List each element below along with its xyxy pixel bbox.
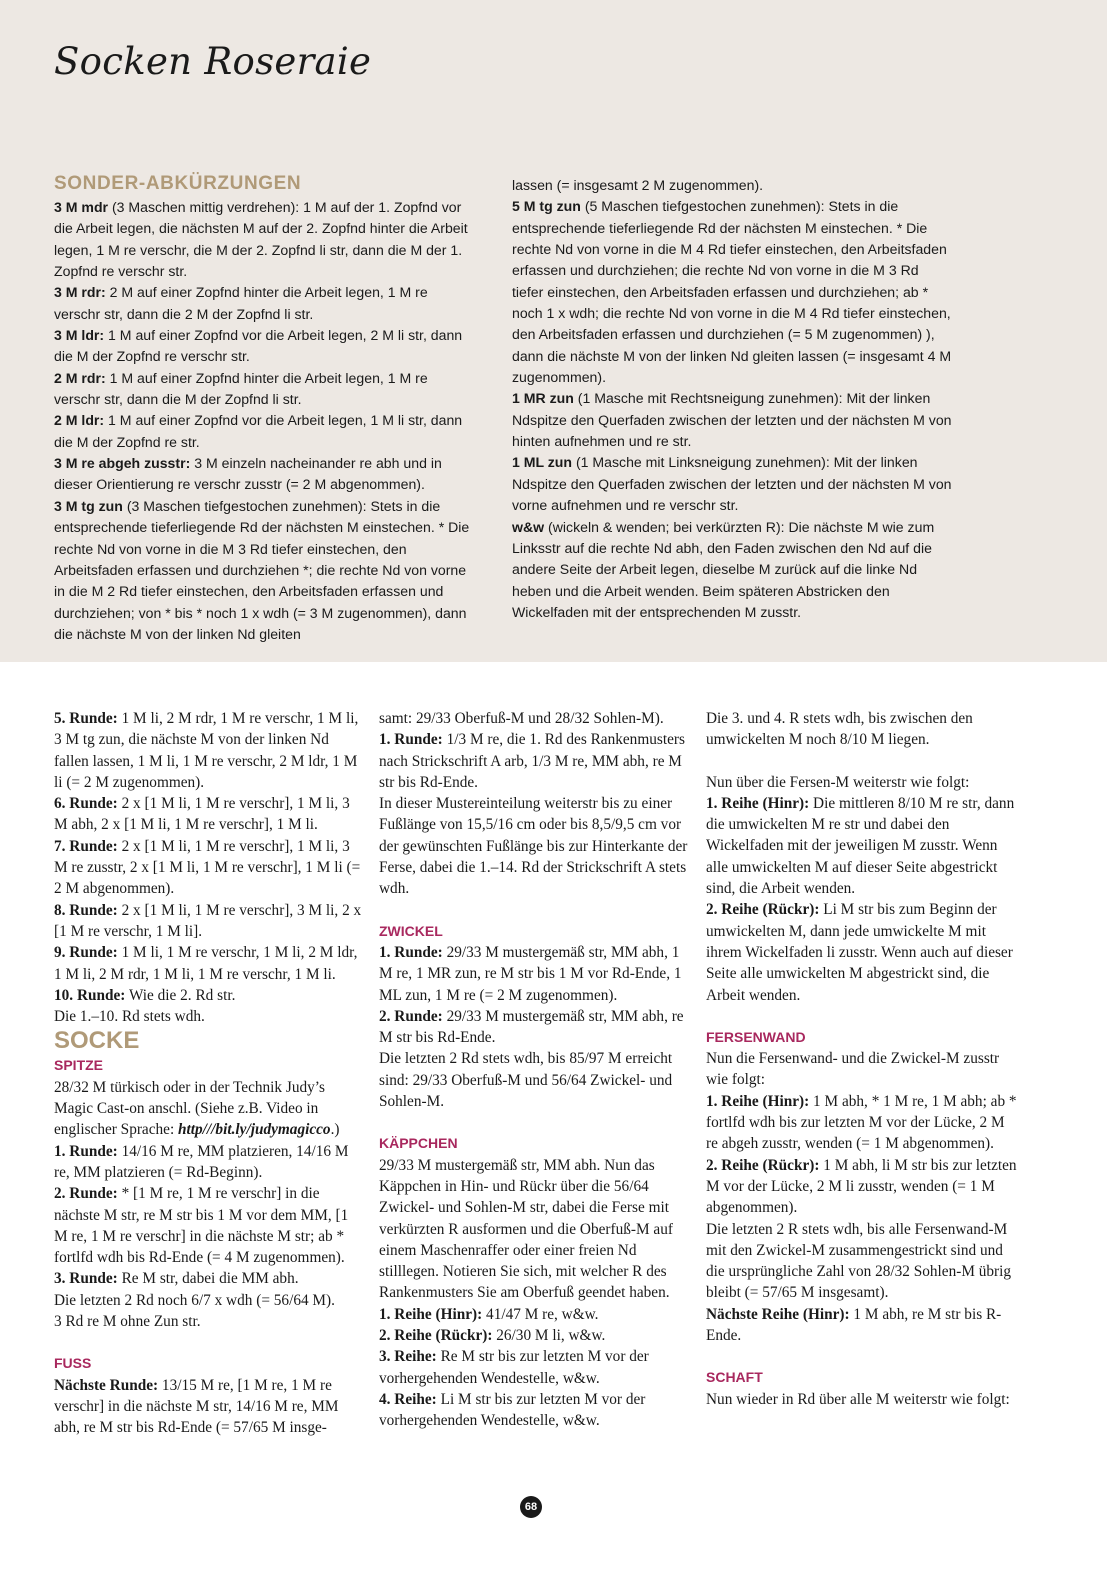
term-text: Re M str, dabei die MM abh. [117,1270,299,1288]
instruction-paragraph [54,900,364,943]
abbreviations-left-column [54,172,474,645]
schaft-heading: SCHAFT [706,1369,763,1386]
abbreviation-entry [54,410,474,453]
term-text: Die letzten 2 Rd noch 6/7 x wdh (= 56/64 M). [54,1291,335,1309]
instruction-paragraph [379,1389,689,1432]
instruction-paragraph [706,772,1018,793]
term-text: 29/33 M mustergemäß str, MM abh. Nun das Käppchen in Hin- und Rückr über die 56/64 Zwickel- und Sohlen-M str, dabei die Ferse mit verkürzten R ausformen und die Oberfuß-M auf einem Maschenraffer oder einer freien Nd stilllegen. Notieren Sie sich, mit welcher R des Rankenmusters Sie am Oberfuß geendet haben. [379,1156,673,1302]
term-label: 3 M rdr: [54,284,106,301]
abbreviation-entry [54,325,474,368]
abbreviation-entry [54,453,474,496]
column-1 [54,708,364,1439]
term-text: Die 1.–10. Rd stets wdh. [54,1008,205,1026]
term-label: 5 M tg zun [512,198,581,215]
instruction-paragraph [54,708,364,793]
instruction-paragraph [54,1290,364,1311]
instruction-paragraph [379,729,689,793]
instruction-paragraph [379,1048,689,1112]
term-label: 4. Reihe: [379,1390,437,1408]
abbreviation-entry [54,496,474,645]
term-label: 2. Reihe (Rückr): [706,1156,820,1174]
instruction-paragraph [379,708,689,729]
instruction-paragraph [54,1268,364,1289]
instruction-paragraph [706,1048,1018,1091]
term-text: Die letzten 2 Rd stets wdh, bis 85/97 M erreicht sind: 29/33 Oberfuß-M und 56/64 Zwickel- und Sohlen-M. [379,1050,673,1111]
instruction-paragraph [706,1304,1018,1347]
spitze-heading: SPITZE [54,1057,104,1074]
term-label: 1 MR zun [512,390,574,407]
abbreviations-heading: SONDER-ABKÜRZUNGEN [54,173,302,194]
term-label: 1 ML zun [512,454,573,471]
instruction-paragraph [706,899,1018,1005]
instruction-paragraph [54,1006,364,1027]
column-2 [379,708,689,1432]
term-text: (wickeln & wenden; bei verkürzten R): Die nächste M wie zum Linksstr auf die rechte Nd abh, den Faden zwischen den Nd auf die andere Seite der Arbeit legen, dieselbe M zurück auf die linke Nd heben und die Arbeit wenden. Beim späteren Abstricken den Wickelfaden mit der entsprechenden M zusstr. [512,518,935,620]
term-label: Nächste Runde: [54,1376,159,1394]
term-text: Nun wieder in Rd über alle M weiterstr wie folgt: [706,1390,1010,1408]
term-text: 1 M auf einer Zopfnd hinter die Arbeit legen, 1 M re verschr str, dann die M der Zopfnd li str. [54,369,428,408]
term-label: 5. Runde: [54,710,118,727]
fersen-rows [706,772,1018,1006]
term-text: 3 M einzeln nacheinander re abh und in dieser Orientierung re verschr zusstr (= 2 M abgenommen). [54,455,442,493]
term-text: 1 M abh, re M str bis R-Ende. [706,1305,1002,1345]
term-text: 2 M auf einer Zopfnd hinter die Arbeit legen, 1 M re verschr str, dann die 2 M der Zopfnd li str. [54,284,428,322]
term-text: 2 x [1 M li, 1 M re verschr], 3 M li, 2 x [1 M re verschr, 1 M li]. [54,901,362,940]
term-label: 3 M mdr [54,199,109,215]
term-text: (5 Maschen tiefgestochen zunehmen): Stets in die entsprechende tieferliegende Rd der nächsten M einstechen. * Die rechte Nd von vorne in die M 4 Rd tiefer einstechen, den Arbeitsfaden erfassen und durchziehen; die rechte Nd von vorne in die M 3 Rd tiefer einstechen, den Arbeitsfaden erfassen und durchziehen; ab * noch 1 x wdh; die rechte Nd von vorne in die M 4 Rd tiefer einstechen, den Arbeitsfaden erfassen und durchziehen (= 5 M zugenommen) ), dann die nächste M von der linken Nd gleiten lassen (= insgesamt 4 M zugenommen). [512,198,952,386]
term-label: 1. Runde: [379,731,443,749]
socke-heading: SOCKE [54,1027,140,1055]
instruction-paragraph [54,985,364,1006]
instruction-paragraph [54,1311,364,1332]
term-label: w&w [512,518,545,535]
fuss-rows [54,1375,364,1439]
instruction-paragraph [706,708,1018,751]
instruction-paragraph [379,1325,689,1346]
term-text: Re M str bis zur letzten M vor der vorhergehenden Wendestelle, w&w. [379,1348,649,1387]
abbreviation-entry [54,282,474,325]
term-label: Nächste Reihe (Hinr): [706,1305,850,1323]
abbreviations-right-column [512,175,952,623]
term-text: (1 Masche mit Rechtsneigung zunehmen): Mit der linken Ndspitze den Querfaden zwischen der letzten und der nächsten M von hinten aufnehmen und re str. [512,390,952,450]
term-label: 3. Runde: [54,1270,118,1288]
term-text: 26/30 M li, w&w. [492,1327,606,1345]
instruction-paragraph [706,1219,1018,1304]
instruction-paragraph [379,1006,689,1049]
term-label: 1. Runde: [379,943,443,961]
term-label: 10. Runde: [54,986,126,1004]
term-label: 3. Reihe: [379,1348,437,1366]
video-link[interactable]: http///bit.ly/judymagicco [178,1121,331,1139]
term-text: Die letzten 2 R stets wdh, bis alle Fersenwand-M mit den Zwickel-M zusammengestrickt sind und die ursprüngliche Zahl von 28/32 Sohlen-M übrig bleibt (= 57/65 M insgesamt). [706,1220,1012,1302]
term-label: 1. Reihe (Hinr): [706,1092,810,1110]
abbreviation-entry [512,452,952,516]
term-text: (3 Maschen tiefgestochen zunehmen): Stets in die entsprechende tieferliegende Rd der nächsten M einstechen. * Die rechte Nd von vorne in die M 3 Rd tiefer einstechen, den Arbeitsfaden erfassen und durchziehen *; die rechte Nd von vorne in die M 2 Rd tiefer einstechen, den Arbeitsfaden erfassen und durchziehen; von * bis * noch 1 x wdh (= 3 M zugenommen), dann die nächste M von der linken Nd gleiten [54,497,470,642]
fersenwand-heading: FERSENWAND [706,1028,806,1045]
term-label: 1. Reihe (Hinr): [379,1305,483,1323]
fersenwand-rows [706,1048,1018,1346]
pattern-rounds [54,708,364,1027]
term-text: Nun über die Fersen-M weiterstr wie folgt: [706,773,970,791]
abbreviation-entry [512,388,952,452]
kappchen-continued-rows [706,708,1018,751]
term-label: 2. Runde: [54,1185,118,1203]
term-label: 2 M ldr: [54,412,105,429]
instruction-paragraph [379,793,689,899]
term-label: 2. Runde: [379,1007,443,1025]
kappchen-rows [379,1155,689,1432]
abbreviation-entry [54,197,474,282]
term-text: * [1 M re, 1 M re verschr] in die nächste M str, re M str bis 1 M vor dem MM, [1 M re, 1 M re verschr] in die nächste M str; ab * fortlfd wdh bis Rd-Ende (= 4 M zugenommen). [54,1185,349,1267]
term-label: 3 M ldr: [54,327,105,344]
term-label: 2. Reihe (Rückr): [706,901,820,919]
instruction-paragraph [379,1155,689,1304]
term-label: 3 M re abgeh zusstr: [54,455,191,472]
abbreviation-entry [512,517,952,624]
term-text: 29/33 M mustergemäß str, MM abh, re M str bis Rd-Ende. [379,1007,684,1047]
term-text: 14/16 M re, MM platzieren, 14/16 M re, MM platzieren (= Rd-Beginn). [54,1142,349,1181]
term-text: Die 3. und 4. R stets wdh, bis zwischen den umwickelten M noch 8/10 M liegen. [706,710,973,749]
fuss-continued-rows [379,708,689,900]
term-label: 3 M tg zun [54,497,123,514]
instruction-paragraph [54,793,364,836]
abbreviation-entry [512,175,952,196]
term-label: 6. Runde: [54,795,118,813]
instruction-paragraph [379,1346,689,1389]
page-title: Socken Roseraie [54,40,372,83]
term-label: 1. Runde: [54,1142,118,1160]
term-label: 7. Runde: [54,837,118,855]
term-text: Die mittleren 8/10 M re str, dann die umwickelten M re str und dabei den Wickelfaden mit der jeweiligen M zusstr. Wenn alle umwickelten M auf dieser Seite abgestrickt sind, die Arbeit wenden. [706,794,1015,898]
instruction-paragraph [54,1141,364,1184]
instruction-paragraph [379,1304,689,1325]
term-text: Li M str bis zur letzten M vor der vorhergehenden Wendestelle, w&w. [379,1390,646,1430]
instruction-paragraph [706,1155,1018,1219]
term-label: 1. Reihe (Hinr): [706,794,810,812]
kappchen-heading: KÄPPCHEN [379,1135,458,1152]
term-text: 3 Rd re M ohne Zun str. [54,1313,201,1331]
term-text: 1 M auf einer Zopfnd vor die Arbeit legen, 2 M li str, dann die M der Zopfnd re verschr str. [54,327,463,365]
term-text: Li M str bis zum Beginn der umwickelten M, dann jede umwickelte M mit ihrem Wickelfaden li zusstr. Wenn auch auf dieser Seite alle umwickelten M abgestrickt sind, die Arbeit wenden. [706,901,1013,1004]
term-label: 8. Runde: [54,901,118,919]
term-text: 1/3 M re, die 1. Rd des Rankenmusters nach Strickschrift A arb, 1/3 M re, MM abh, re M str bis Rd-Ende. [379,731,685,791]
term-text: 29/33 M mustergemäß str, MM abh, 1 M re, 1 MR zun, re M str bis 1 M vor Rd-Ende, 1 ML zun, 1 M re (= 2 M zugenommen). [379,943,682,1004]
page-number: 68 [520,1496,542,1518]
term-text: Wie die 2. Rd str. [125,986,236,1004]
abbreviation-entry [512,196,952,388]
term-text: 13/15 M re, [1 M re, 1 M re verschr] in die nächste M str, 14/16 M re, MM abh, re M str bis Rd-Ende (= 57/65 M insge- [54,1376,339,1437]
term-label: 2 M rdr: [54,369,106,386]
instruction-paragraph [54,1375,364,1439]
spitze-rows [54,1141,364,1333]
term-text: (3 Maschen mittig verdrehen): 1 M auf der 1. Zopfnd vor die Arbeit legen, die nächsten M auf der 2. Zopfnd hinter die Arbeit legen, 1 M re verschr, die M der 2. Zopfnd li str, dann die M der 1. Zopfnd re verschr str. [54,199,468,280]
instruction-paragraph [54,1183,364,1268]
instruction-paragraph [54,836,364,900]
term-text: In dieser Mustereinteilung weiterstr bis zu einer Fußlänge von 15,5/16 cm oder bis 8,5/9,5 cm vor der gewünschten Fußlänge bis zur Hinterkante der Ferse, dabei die 1.–14. Rd der Strickschrift A stets wdh. [379,795,688,898]
term-text: 2 x [1 M li, 1 M re verschr], 1 M li, 3 M abh, 2 x [1 M li, 1 M re verschr], 1 M li. [54,795,350,834]
term-text: 1 M auf einer Zopfnd vor die Arbeit legen, 1 M li str, dann die M der Zopfnd re str. [54,412,463,450]
instruction-paragraph [706,793,1018,899]
abbreviation-entry [54,368,474,411]
instruction-paragraph [379,942,689,1006]
term-text: Nun die Fersenwand- und die Zwickel-M zusstr wie folgt: [706,1050,1000,1089]
term-text: 1 M abh, * 1 M re, 1 M abh; ab * fortlfd wdh bis zur letzten M vor der Lücke, 2 M re abgeh zusstr, wenden (= 1 M abgenommen). [706,1092,1017,1153]
abbreviations-list [54,197,474,645]
term-text: (1 Masche mit Linksneigung zunehmen): Mit der linken Ndspitze den Querfaden zwischen der letzten und der nächsten M von vorne aufnehmen und re verschr str. [512,454,952,514]
instruction-paragraph [706,1389,1018,1410]
term-text: 1 M abh, li M str bis zur letzten M vor der Lücke, 2 M li zusstr, wenden (= 1 M abgenommen). [706,1156,1017,1217]
instruction-paragraph [54,942,364,985]
term-label: 9. Runde: [54,944,118,962]
zwickel-heading: ZWICKEL [379,922,443,939]
fuss-heading: FUSS [54,1355,92,1372]
spitze-intro: 28/32 M türkisch oder in der Technik Judy’s Magic Cast-on anschl. (Siehe z.B. Video in englischer Sprache: http///bit.ly/judymagicco.) [54,1078,340,1139]
term-text: lassen (= insgesamt 2 M zugenommen). [512,177,764,193]
term-text: 41/47 M re, w&w. [482,1305,599,1323]
term-text: 1 M li, 1 M re verschr, 1 M li, 2 M ldr, 1 M li, 2 M rdr, 1 M li, 1 M re verschr, 1 M li. [54,944,358,983]
instruction-paragraph [706,1091,1018,1155]
term-text: samt: 29/33 Oberfuß-M und 28/32 Sohlen-M). [379,710,664,727]
column-3 [706,708,1018,1410]
term-text: 2 x [1 M li, 1 M re verschr], 1 M li, 3 M re zusstr, 2 x [1 M li, 1 M re verschr], 1 M li (= 2 M abgenommen). [54,837,361,898]
zwickel-rows [379,942,689,1112]
term-text: 1 M li, 2 M rdr, 1 M re verschr, 1 M li, 3 M tg zun, die nächste M von der linken Nd fallen lassen, 1 M li, 1 M re verschr, 2 M ldr, 1 M li (= 2 M zugenommen). [54,710,359,791]
term-label: 2. Reihe (Rückr): [379,1327,493,1345]
schaft-rows [706,1389,1018,1410]
